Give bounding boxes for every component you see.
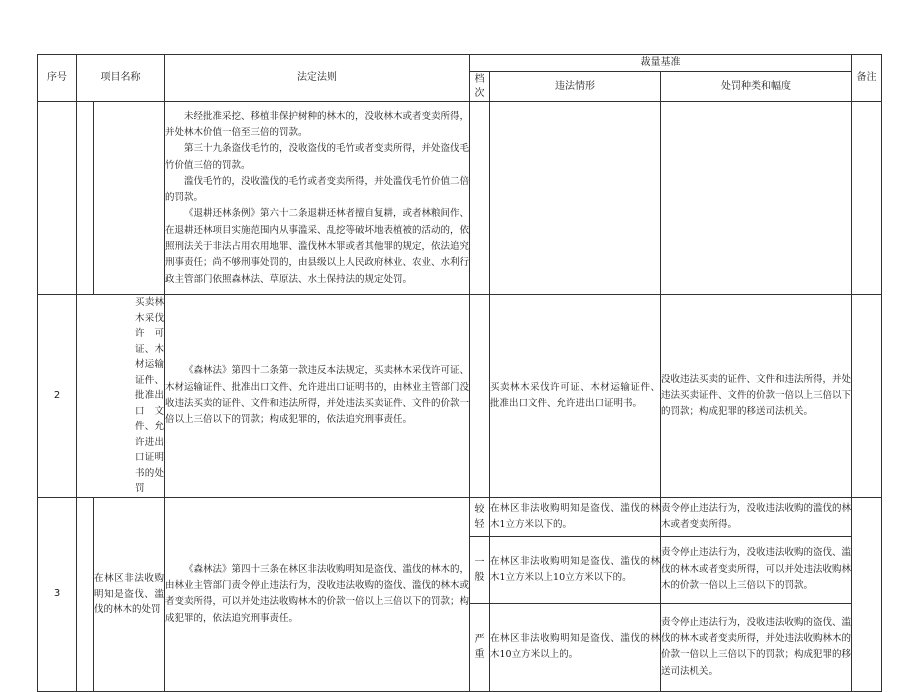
header-violation: 违法情形 <box>490 72 661 102</box>
table-row <box>38 102 882 295</box>
row-penalty: 责令停止违法行为，没收违法收购的盗伐、滥伐的林木或者变卖所得，并处违法收购林木的价款一倍以上三倍以下的罚款；构成犯罪的移送司法机关。 <box>661 603 852 691</box>
row-penalty: 没收违法买卖的证件、文件和违法所得，并处违法买卖证件、文件的价款一倍以上三倍以下的罚款；构成犯罪的移送司法机关。 <box>661 295 852 498</box>
row-spacer <box>77 497 94 691</box>
law-paragraph: 滥伐毛竹的，没收滥伐的毛竹或者变卖所得，并处滥伐毛竹价值二倍的罚款。 <box>165 175 470 204</box>
row-law <box>165 102 470 295</box>
row-remark <box>852 102 882 295</box>
row-item-name: 在林区非法收购明知是盗伐、滥伐的林木的处罚 <box>94 497 165 691</box>
row-penalty: 责令停止违法行为，没收违法收购的滥伐的林木或者变卖所得。 <box>661 497 852 536</box>
law-paragraph: 《森林法》第四十三条在林区非法收购明知是盗伐、滥伐的林木的，由林业主管部门责令停止违法行为，没收违法收购的盗伐、滥伐的林木或者变卖所得，可以并处违法收购林木的价款一倍以上三倍以下的罚款；构成犯罪的，依法追究刑事责任。 <box>165 563 470 624</box>
row-item-name <box>94 102 165 295</box>
header-remark: 备注 <box>852 55 882 102</box>
penalty-discretion-table <box>37 54 882 692</box>
law-paragraph: 第三十九条盗伐毛竹的，没收盗伐的毛竹或者变卖所得，并处盗伐毛竹价值三倍的罚款。 <box>165 143 470 171</box>
row-remark <box>852 295 882 498</box>
row-penalty: 责令停止违法行为，没收违法收购的盗伐、滥伐的林木或者变卖所得，可以并处违法收购林木的价款一倍以上三倍以下的罚款。 <box>661 536 852 603</box>
row-law <box>165 497 470 691</box>
table-row <box>38 497 882 536</box>
header-penalty: 处罚种类和幅度 <box>661 72 852 102</box>
row-penalty <box>661 102 852 295</box>
row-law <box>165 295 470 498</box>
row-grade: 较轻 <box>470 497 490 536</box>
row-violation: 在林区非法收购明知是盗伐、滥伐的林木10立方米以上的。 <box>490 603 661 691</box>
row-spacer <box>77 102 94 295</box>
row-seq <box>38 102 77 295</box>
row-violation: 买卖林木采伐许可证、木材运输证件、批准出口文件、允许进出口证明书。 <box>490 295 661 498</box>
row-item-name: 买卖林木采伐许可证、木材运输证件、批准出口文件、允许进出口证明书的处罚 <box>77 295 165 498</box>
row-violation: 在林区非法收购明知是盗伐、滥伐的林木1立方米以上10立方米以下的。 <box>490 536 661 603</box>
header-grade: 档次 <box>470 72 490 102</box>
header-standard: 裁量基准 <box>470 55 852 72</box>
law-paragraph: 《森林法》第四十二条第一款违反本法规定，买卖林木采伐许可证、木材运输证件、批准出口文件、允许进出口证明书的，由林业主管部门没收违法买卖的证件、文件和违法所得，并处违法买卖证件、文件的价款一倍以上三倍以下的罚款；构成犯罪的，依法追究刑事责任。 <box>165 365 470 426</box>
header-seq: 序号 <box>38 55 77 102</box>
row-seq: 3 <box>38 497 77 691</box>
row-violation <box>490 102 661 295</box>
law-paragraph: 《退耕还林条例》第六十二条退耕还林者擅自复耕，或者林粮间作、在退耕还林项目实施范围内从事滥采、乱挖等破坏地表植被的活动的，依照刑法关于非法占用农用地罪、滥伐林木罪或者其他罪的规定，依法追究刑事责任；尚不够刑事处罚的，由县级以上人民政府林业、农业、水利行政主管部门依照森林法、草原法、水土保持法的规定处罚。 <box>165 208 470 285</box>
row-grade: 严重 <box>470 603 490 691</box>
row-grade <box>470 295 490 498</box>
row-grade <box>470 102 490 295</box>
table-row <box>38 295 882 498</box>
law-paragraph: 未经批准采挖、移植非保护树种的林木的，没收林木或者变卖所得，并处林木价值一倍至三倍的罚款。 <box>165 110 470 138</box>
row-remark <box>852 497 882 691</box>
row-seq: 2 <box>38 295 77 498</box>
row-violation: 在林区非法收购明知是盗伐、滥伐的林木1立方米以下的。 <box>490 497 661 536</box>
header-law: 法定法则 <box>165 55 470 102</box>
header-item-name: 项目名称 <box>77 55 165 102</box>
row-grade: 一般 <box>470 536 490 603</box>
